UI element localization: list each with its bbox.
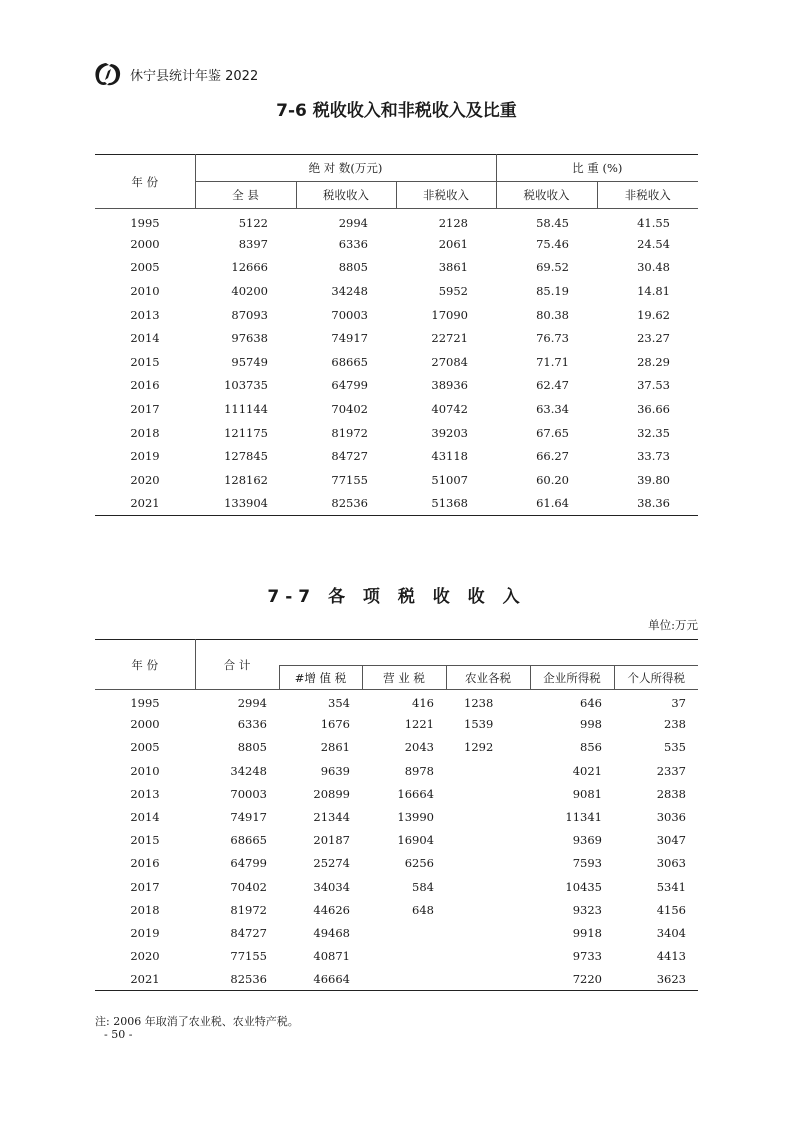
year-cell: 2020 [130, 472, 160, 487]
table-row [95, 397, 698, 421]
value-cell: 6336 [338, 236, 368, 251]
year-cell: 2013 [130, 307, 160, 322]
value-cell: 9733 [572, 949, 602, 964]
value-cell [446, 898, 530, 921]
value-cell: 69.52 [536, 260, 569, 275]
value-cell: 74917 [230, 810, 267, 825]
value-cell: 9918 [572, 925, 602, 940]
value-cell: 77155 [331, 472, 368, 487]
value-cell: 68665 [230, 833, 267, 848]
value-cell: 68665 [331, 354, 368, 369]
value-cell: 64799 [331, 378, 368, 393]
yearbook-logo-icon [92, 60, 124, 88]
value-cell [446, 852, 530, 875]
value-cell: 70402 [230, 879, 267, 894]
value-cell: 7593 [572, 856, 602, 871]
value-cell: 2994 [338, 216, 368, 231]
value-cell [362, 945, 446, 968]
table-row [95, 350, 698, 374]
value-cell: 80.38 [536, 307, 569, 322]
year-header: 年 份 [95, 640, 195, 690]
value-cell: 6336 [237, 717, 267, 732]
table-row [95, 829, 698, 852]
header-title: 休宁县统计年鉴 2022 [130, 68, 259, 84]
col-header: 税收收入 [296, 182, 396, 209]
table-row [95, 921, 698, 944]
table-row [95, 713, 698, 736]
value-cell: 998 [580, 717, 602, 732]
value-cell: 41.55 [637, 216, 670, 231]
table-row [95, 690, 698, 713]
value-cell: 70003 [331, 307, 368, 322]
value-cell: 76.73 [536, 331, 569, 346]
value-cell: 584 [412, 879, 434, 894]
value-cell: 71.71 [536, 354, 569, 369]
value-cell: 34034 [313, 879, 350, 894]
value-cell: 4156 [656, 902, 686, 917]
value-cell: 30.48 [637, 260, 670, 275]
col-header: 全 县 [195, 182, 296, 209]
value-cell: 13990 [397, 810, 434, 825]
value-cell [446, 921, 530, 944]
value-cell: 22721 [431, 331, 468, 346]
value-cell: 3063 [656, 856, 686, 871]
value-cell: 60.20 [536, 472, 569, 487]
year-cell: 2021 [130, 972, 160, 987]
value-cell: 2337 [656, 763, 686, 778]
value-cell: 16904 [397, 833, 434, 848]
value-cell: 648 [412, 902, 434, 917]
value-cell: 1292 [464, 740, 494, 755]
year-header: 年 份 [95, 155, 195, 209]
value-cell: 7220 [572, 972, 602, 987]
value-cell: 5952 [438, 284, 468, 299]
value-cell: 3404 [656, 925, 686, 940]
value-cell: 66.27 [536, 449, 569, 464]
year-cell: 2014 [130, 810, 160, 825]
col-header: 企业所得税 [530, 666, 614, 690]
year-cell: 2000 [130, 236, 160, 251]
page-header [92, 60, 258, 88]
value-cell: 49468 [313, 925, 350, 940]
value-cell: 25274 [313, 856, 350, 871]
value-cell: 77155 [230, 949, 267, 964]
unit-label: 单位:万元 [648, 618, 698, 632]
value-cell: 24.54 [637, 236, 670, 251]
page-number: - 50 - [104, 1028, 133, 1041]
year-cell: 2016 [130, 378, 160, 393]
tax-revenue-table [95, 154, 698, 516]
value-cell [446, 805, 530, 828]
value-cell: 2838 [656, 786, 686, 801]
value-cell [446, 945, 530, 968]
value-cell [446, 968, 530, 991]
value-cell: 20899 [313, 786, 350, 801]
col-header: 非税收入 [396, 182, 496, 209]
year-cell: 2015 [130, 354, 160, 369]
value-cell: 84727 [331, 449, 368, 464]
value-cell: 8978 [404, 763, 434, 778]
year-cell: 2017 [130, 402, 160, 417]
value-cell: 535 [664, 740, 686, 755]
value-cell: 81972 [230, 902, 267, 917]
value-cell: 97638 [231, 331, 268, 346]
value-cell: 5341 [656, 879, 686, 894]
col-header: 营 业 税 [362, 666, 446, 690]
table-row [95, 492, 698, 516]
table-row [95, 444, 698, 468]
value-cell: 1676 [320, 717, 350, 732]
value-cell: 14.81 [637, 284, 670, 299]
value-cell: 9369 [572, 833, 602, 848]
year-cell: 2010 [130, 763, 160, 778]
value-cell: 34248 [230, 763, 267, 778]
value-cell: 70402 [331, 402, 368, 417]
value-cell: 61.64 [536, 496, 569, 511]
value-cell: 87093 [231, 307, 268, 322]
value-cell: 416 [412, 696, 434, 711]
value-cell: 58.45 [536, 216, 569, 231]
value-cell: 2994 [237, 696, 267, 711]
year-cell: 2014 [130, 331, 160, 346]
value-cell: 70003 [230, 786, 267, 801]
year-cell: 2019 [130, 449, 160, 464]
value-cell: 33.73 [637, 449, 670, 464]
table-row [95, 232, 698, 256]
value-cell: 2861 [320, 740, 350, 755]
col-header: 个人所得税 [614, 666, 698, 690]
value-cell: 3861 [438, 260, 468, 275]
year-cell: 2015 [130, 833, 160, 848]
table-row [95, 374, 698, 398]
value-cell: 8805 [237, 740, 267, 755]
table-row [95, 421, 698, 445]
value-cell: 82536 [331, 496, 368, 511]
table-row [95, 256, 698, 280]
value-cell: 36.66 [637, 402, 670, 417]
value-cell: 37.53 [637, 378, 670, 393]
table-row [95, 968, 698, 991]
value-cell: 2128 [438, 216, 468, 231]
value-cell: 81972 [331, 425, 368, 440]
value-cell: 84727 [230, 925, 267, 940]
table-row [95, 852, 698, 875]
value-cell: 6256 [404, 856, 434, 871]
value-cell: 9081 [572, 786, 602, 801]
table2-title: 7-7 各 项 税 收 收 入 [267, 587, 526, 607]
value-cell: 34248 [331, 284, 368, 299]
year-cell: 2018 [130, 902, 160, 917]
value-cell: 16664 [397, 786, 434, 801]
table-row [95, 875, 698, 898]
year-cell: 2005 [130, 260, 160, 275]
value-cell [446, 829, 530, 852]
value-cell: 238 [664, 717, 686, 732]
table-row [95, 326, 698, 350]
value-cell: 1238 [464, 696, 494, 711]
value-cell: 43118 [431, 449, 468, 464]
value-cell: 5122 [238, 216, 268, 231]
value-cell: 40200 [231, 284, 268, 299]
value-cell [446, 782, 530, 805]
value-cell: 62.47 [536, 378, 569, 393]
value-cell: 85.19 [536, 284, 569, 299]
value-cell [362, 921, 446, 944]
value-cell: 9639 [320, 763, 350, 778]
value-cell: 75.46 [536, 236, 569, 251]
value-cell: 27084 [431, 354, 468, 369]
year-cell: 2021 [130, 496, 160, 511]
value-cell: 4413 [656, 949, 686, 964]
year-cell: 2018 [130, 425, 160, 440]
value-cell: 40742 [431, 402, 468, 417]
col-header: 非税收入 [597, 182, 698, 209]
value-cell: 12666 [231, 260, 268, 275]
value-cell: 2061 [438, 236, 468, 251]
value-cell: 19.62 [637, 307, 670, 322]
value-cell [446, 759, 530, 782]
value-cell [362, 968, 446, 991]
value-cell: 856 [580, 740, 602, 755]
value-cell: 64799 [230, 856, 267, 871]
value-cell: 28.29 [637, 354, 670, 369]
value-cell: 20187 [313, 833, 350, 848]
value-cell: 21344 [313, 810, 350, 825]
value-cell: 63.34 [536, 402, 569, 417]
value-cell: 103735 [224, 378, 268, 393]
col-header: 农业各税 [446, 666, 530, 690]
value-cell: 38936 [431, 378, 468, 393]
tax-items-table [95, 639, 698, 991]
table-row [95, 945, 698, 968]
value-cell: 3047 [656, 833, 686, 848]
value-cell: 8805 [338, 260, 368, 275]
value-cell: 127845 [224, 449, 268, 464]
value-cell: 32.35 [637, 425, 670, 440]
value-cell: 133904 [224, 496, 268, 511]
value-cell: 3623 [656, 972, 686, 987]
value-cell: 37 [671, 696, 686, 711]
year-cell: 2000 [130, 717, 160, 732]
value-cell: 1221 [404, 717, 434, 732]
value-cell: 128162 [224, 472, 268, 487]
value-cell: 82536 [230, 972, 267, 987]
year-cell: 1995 [130, 696, 160, 711]
value-cell: 51368 [431, 496, 468, 511]
year-cell: 2019 [130, 925, 160, 940]
col-header: 税收收入 [496, 182, 597, 209]
value-cell: 9323 [572, 902, 602, 917]
value-cell: 67.65 [536, 425, 569, 440]
value-cell: 17090 [431, 307, 468, 322]
year-cell: 2016 [130, 856, 160, 871]
value-cell: 8397 [238, 236, 268, 251]
value-cell: 46664 [313, 972, 350, 987]
value-cell: 111144 [224, 402, 268, 417]
table-row [95, 898, 698, 921]
col-header: #增 值 税 [279, 666, 362, 690]
table-row [95, 468, 698, 492]
year-cell: 1995 [130, 216, 160, 231]
year-cell: 2013 [130, 786, 160, 801]
value-cell: 646 [580, 696, 602, 711]
value-cell: 74917 [331, 331, 368, 346]
value-cell: 40871 [313, 949, 350, 964]
table-row [95, 782, 698, 805]
value-cell: 354 [328, 696, 350, 711]
value-cell: 4021 [572, 763, 602, 778]
value-cell [446, 875, 530, 898]
table-row [95, 736, 698, 759]
year-cell: 2010 [130, 284, 160, 299]
table-row [95, 759, 698, 782]
value-cell: 2043 [404, 740, 434, 755]
value-cell: 10435 [565, 879, 602, 894]
table-row [95, 805, 698, 828]
table1-title: 7-6 税收收入和非税收入及比重 [276, 101, 517, 121]
value-cell: 3036 [656, 810, 686, 825]
absolute-group-header: 绝 对 数(万元) [195, 155, 496, 182]
year-cell: 2017 [130, 879, 160, 894]
value-cell: 11341 [565, 810, 602, 825]
table-row [95, 209, 698, 233]
table-row [95, 303, 698, 327]
value-cell: 51007 [431, 472, 468, 487]
value-cell: 39.80 [637, 472, 670, 487]
value-cell: 39203 [431, 425, 468, 440]
table-row [95, 279, 698, 303]
value-cell: 1539 [464, 717, 494, 732]
total-header: 合 计 [195, 640, 279, 690]
value-cell: 121175 [224, 425, 268, 440]
year-cell: 2020 [130, 949, 160, 964]
proportion-group-header: 比 重 (%) [496, 155, 698, 182]
footnote: 注: 2006 年取消了农业税、农业特产税。 [95, 1015, 299, 1028]
value-cell: 44626 [313, 902, 350, 917]
value-cell: 95749 [231, 354, 268, 369]
value-cell: 38.36 [637, 496, 670, 511]
value-cell: 23.27 [637, 331, 670, 346]
year-cell: 2005 [130, 740, 160, 755]
